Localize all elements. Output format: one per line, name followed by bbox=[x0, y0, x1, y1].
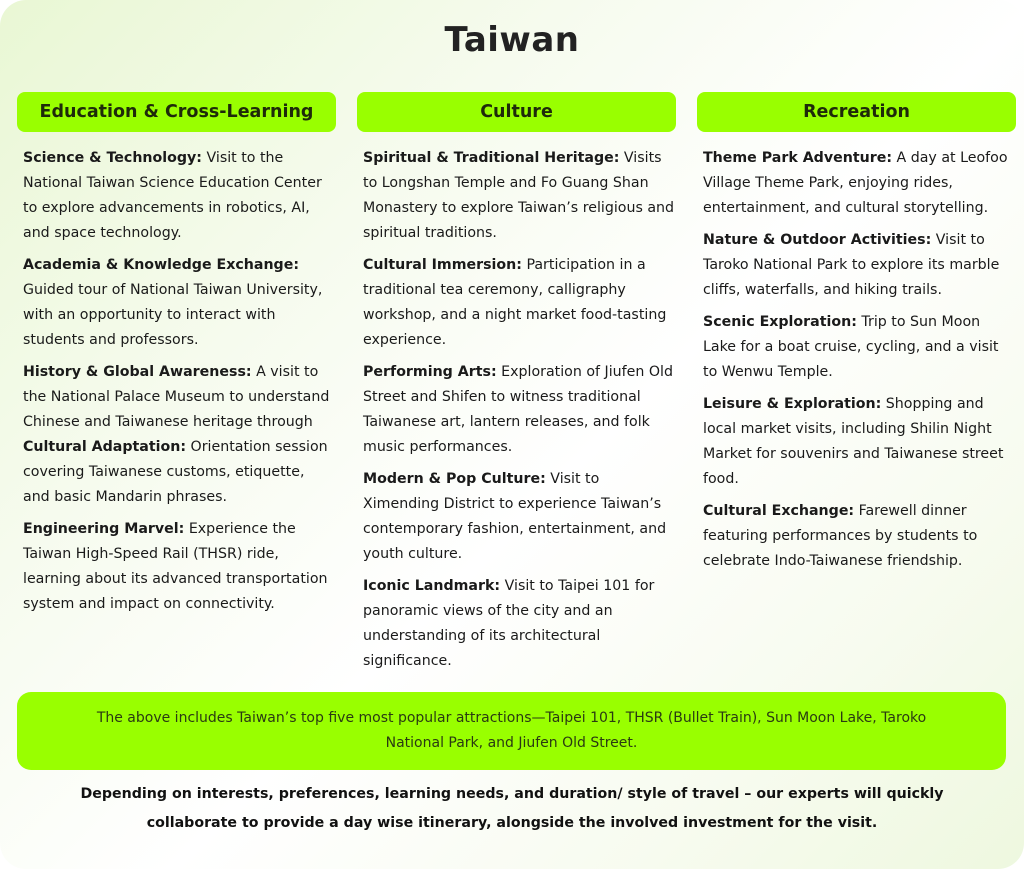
item-text: Experience the Taiwan High-Speed Rail (THSR) ride, learning about its advanced transportation system and impact on connectivity. bbox=[23, 521, 328, 612]
item-label: Nature & Outdoor Activities: bbox=[703, 232, 932, 248]
item-label: Spiritual & Traditional Heritage: bbox=[363, 150, 620, 166]
item-text: Exploration of Jiufen Old Street and Shifen to witness traditional Taiwanese art, lantern releases, and folk music performances. bbox=[363, 364, 674, 455]
column-education bbox=[23, 146, 335, 624]
banner-text: The above includes Taiwan’s top five most popular attractions—Taipei 101, THSR (Bullet Train), Sun Moon Lake, Taroko National Park, and Jiufen Old Street. bbox=[96, 710, 927, 751]
item-label: Iconic Landmark: bbox=[363, 578, 501, 594]
list-item bbox=[363, 253, 675, 353]
item-label: Performing Arts: bbox=[363, 364, 497, 380]
list-item bbox=[703, 499, 1015, 574]
item-label: Cultural Exchange: bbox=[703, 503, 855, 519]
item-text: Visits to Longshan Temple and Fo Guang Shan Monastery to explore Taiwan’s religious and spiritual traditions. bbox=[363, 150, 675, 241]
item-text: Visit to the National Taiwan Science Education Center to explore advancements in robotics, AI, and space technology. bbox=[23, 150, 322, 241]
item-text: A visit to the National Palace Museum to understand Chinese and Taiwanese heritage through bbox=[23, 364, 330, 430]
item-label: Leisure & Exploration: bbox=[703, 396, 882, 412]
item-text: Guided tour of National Taiwan University, with an opportunity to interact with students and professors. bbox=[23, 282, 323, 348]
column-header-culture: Culture bbox=[357, 92, 676, 132]
item-text: Shopping and local market visits, including Shilin Night Market for souvenirs and Taiwanese street food. bbox=[703, 396, 1004, 487]
list-item bbox=[703, 146, 1015, 221]
item-label: History & Global Awareness: bbox=[23, 364, 252, 380]
page-title: Taiwan bbox=[444, 20, 580, 60]
closing-note: Depending on interests, preferences, learning needs, and duration/ style of travel – our experts will quickly collaborate to provide a day wise itinerary, alongside the involved investment for the visit. bbox=[80, 786, 944, 831]
item-label: Engineering Marvel: bbox=[23, 521, 185, 537]
item-text: Farewell dinner featuring performances by students to celebrate Indo-Taiwanese friendship. bbox=[703, 503, 978, 569]
item-text: Visit to Taroko National Park to explore its marble cliffs, waterfalls, and hiking trails. bbox=[703, 232, 1000, 298]
item-label: Science & Technology: bbox=[23, 150, 202, 166]
item-label: Modern & Pop Culture: bbox=[363, 471, 546, 487]
list-item bbox=[703, 310, 1015, 385]
list-item bbox=[363, 360, 675, 460]
column-header-education: Education & Cross-Learning bbox=[17, 92, 336, 132]
item-label: Scenic Exploration: bbox=[703, 314, 857, 330]
column-culture bbox=[363, 146, 675, 681]
item-text: Trip to Sun Moon Lake for a boat cruise, cycling, and a visit to Wenwu Temple. bbox=[703, 314, 999, 380]
list-item bbox=[23, 517, 335, 617]
item-label: Cultural Adaptation: bbox=[23, 439, 187, 455]
list-item bbox=[23, 146, 335, 246]
attractions-banner bbox=[17, 692, 1006, 770]
item-text: Participation in a traditional tea ceremony, calligraphy workshop, and a night market food-tasting experience. bbox=[363, 257, 667, 348]
item-label: Theme Park Adventure: bbox=[703, 150, 892, 166]
column-recreation bbox=[703, 146, 1015, 581]
item-text: Orientation session covering Taiwanese customs, etiquette, and basic Mandarin phrases. bbox=[23, 439, 328, 505]
list-item bbox=[363, 574, 675, 674]
item-text: Visit to Ximending District to experience Taiwan’s contemporary fashion, entertainment, and youth culture. bbox=[363, 471, 667, 562]
column-header-recreation: Recreation bbox=[697, 92, 1016, 132]
list-item bbox=[23, 253, 335, 353]
item-label: Cultural Immersion: bbox=[363, 257, 522, 273]
item-label: Academia & Knowledge Exchange: bbox=[23, 257, 299, 273]
item-text: A day at Leofoo Village Theme Park, enjoying rides, entertainment, and cultural storytelling. bbox=[703, 150, 1008, 216]
list-item bbox=[703, 228, 1015, 303]
list-item bbox=[363, 467, 675, 567]
item-text: Visit to Taipei 101 for panoramic views of the city and an understanding of its architectural significance. bbox=[363, 578, 655, 669]
list-item bbox=[363, 146, 675, 246]
list-item bbox=[23, 360, 335, 510]
list-item bbox=[703, 392, 1015, 492]
